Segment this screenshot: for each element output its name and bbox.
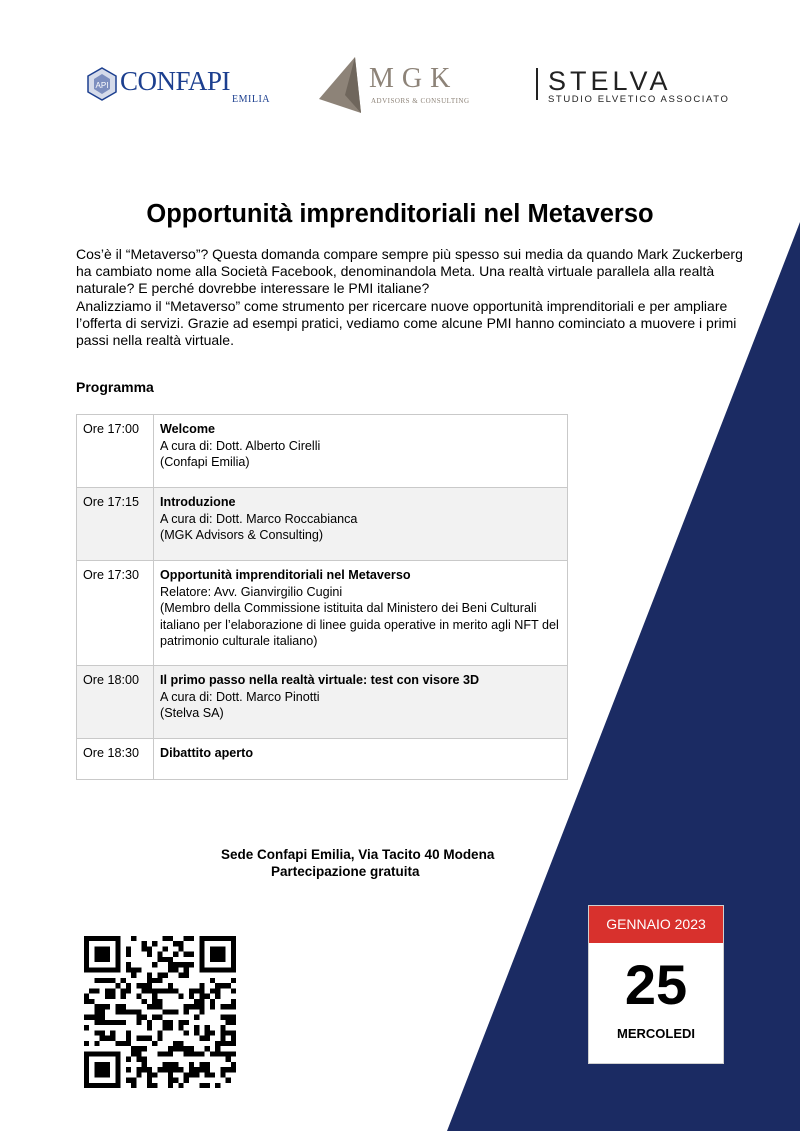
stelva-logo-name: STELVA: [548, 66, 672, 96]
row-time: Ore 17:00: [77, 415, 154, 488]
row-title: Dibattito aperto: [160, 746, 254, 760]
page-title: Opportunità imprenditoriali nel Metaverso: [146, 200, 654, 228]
row-details: [154, 739, 568, 780]
stelva-logo-sub: STUDIO ELVETICO ASSOCIATO: [548, 94, 730, 105]
program-table: [76, 414, 568, 780]
confapi-logo-name: CONFAPI: [120, 66, 231, 96]
row-time: Ore 18:00: [77, 666, 154, 739]
row-line-2: (Stelva SA): [160, 706, 224, 720]
row-time: Ore 18:30: [77, 739, 154, 780]
mgk-logo: [315, 55, 475, 117]
row-line-1: A cura di: Dott. Marco Pinotti: [160, 689, 320, 704]
row-line-2: (Confapi Emilia): [160, 455, 250, 469]
confapi-logo-sub: EMILIA: [232, 94, 270, 105]
row-title: Opportunità imprenditoriali nel Metaverso: [160, 568, 411, 582]
row-line-1: A cura di: Dott. Marco Roccabianca: [160, 511, 358, 526]
row-details: [154, 488, 568, 561]
row-title: Il primo passo nella realtà virtuale: test con visore 3D: [160, 673, 480, 687]
table-row: [77, 666, 568, 739]
row-title: Introduzione: [160, 495, 236, 509]
venue-info: [221, 846, 494, 880]
table-row: [77, 561, 568, 666]
row-line-1: A cura di: Dott. Alberto Cirelli: [160, 438, 321, 453]
venue-address: Sede Confapi Emilia, Via Tacito 40 Modena: [221, 847, 495, 862]
program-heading: Programma: [76, 379, 154, 395]
intro-text: [76, 246, 756, 349]
calendar-month: GENNAIO 2023: [589, 906, 723, 943]
stelva-logo: [536, 66, 736, 106]
intro-paragraph-1: Cos’è il “Metaverso”? Questa domanda compare sempre più spesso sui media da quando Mark Zuckerberg ha cambiato nome alla Società Facebook, denominandola Meta. Una realtà virtuale parallela alla realtà naturale? E perché dovrebbe interessare le PMI italiane?: [76, 246, 743, 297]
venue-participation: Partecipazione gratuita: [271, 864, 420, 879]
confapi-mark-icon: [82, 64, 122, 104]
intro-paragraph-2: Analizziamo il “Metaverso” come strumento per ricercare nuove opportunità imprenditoriali e per ampliare l’offerta di servizi. Grazie ad esempi pratici, vediamo come alcune PMI hanno cominciato a muovere i primi passi nella realtà virtuale.: [76, 297, 737, 349]
calendar-weekday: MERCOLEDI: [617, 1026, 695, 1041]
row-details: [154, 415, 568, 488]
row-details: [154, 561, 568, 666]
table-row: [77, 488, 568, 561]
svg-text:API: API: [95, 81, 109, 90]
row-time: Ore 17:30: [77, 561, 154, 666]
table-row: [77, 415, 568, 488]
qr-code-icon[interactable]: [84, 936, 236, 1088]
table-row: [77, 739, 568, 780]
mgk-sail-icon: [315, 55, 367, 117]
mgk-logo-name: MGK: [369, 63, 459, 94]
row-line-2: (MGK Advisors & Consulting): [160, 528, 324, 542]
row-time: Ore 17:15: [77, 488, 154, 561]
calendar-day: 25: [624, 953, 688, 1016]
stelva-logo-bar: [536, 68, 538, 100]
mgk-logo-sub: ADVISORS & CONSULTING: [371, 97, 470, 105]
row-details: [154, 666, 568, 739]
calendar-icon: [589, 906, 723, 1063]
row-title: Welcome: [160, 422, 216, 436]
row-line-1: Relatore: Avv. Gianvirgilio Cugini: [160, 584, 343, 599]
confapi-logo: [80, 62, 270, 106]
row-line-2: (Membro della Commissione istituita dal Ministero dei Beni Culturali italiano per l’elaborazione di linee guida operative in merito agli NFT del patrimonio culturale italiano): [160, 601, 559, 648]
